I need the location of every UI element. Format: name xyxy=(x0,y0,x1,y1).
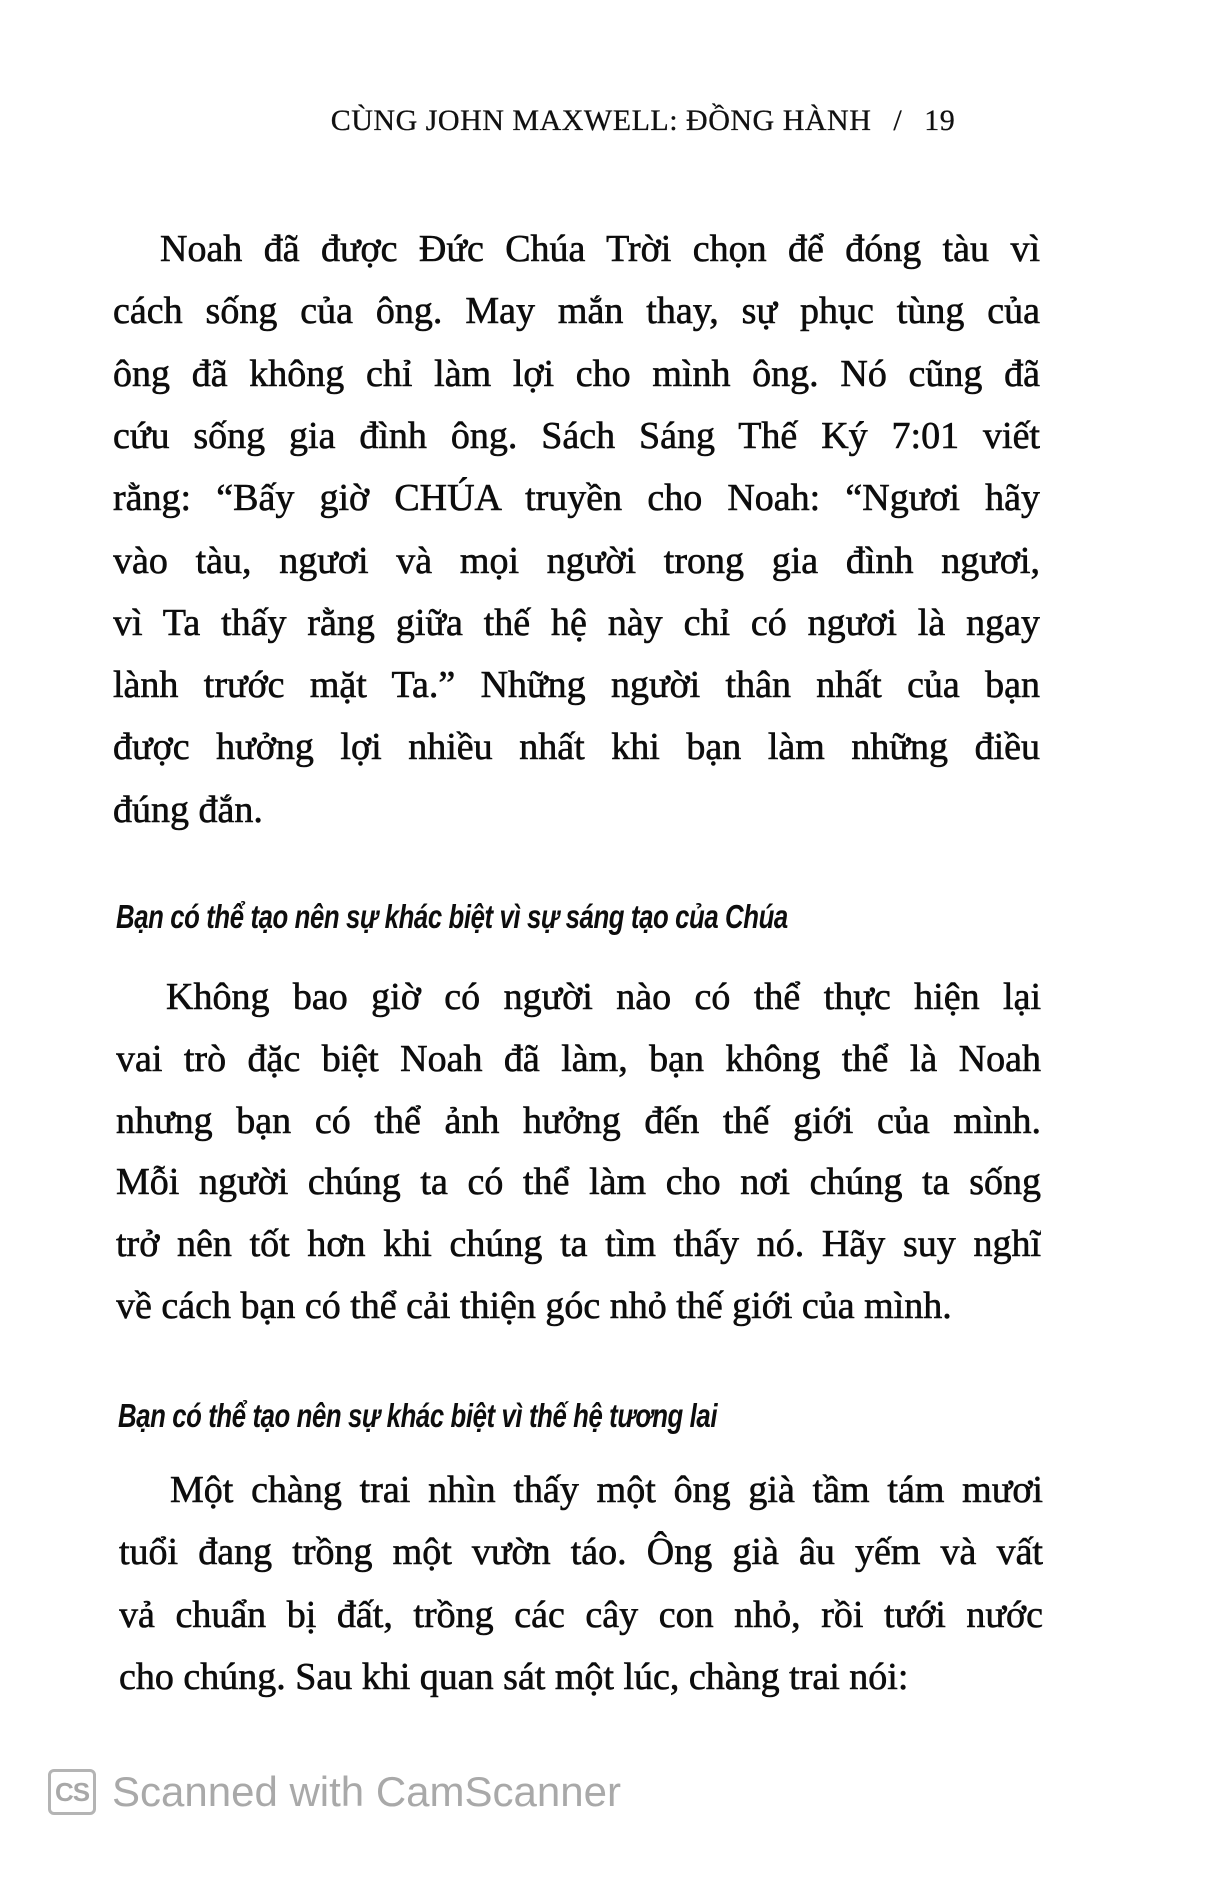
paragraph-line: Noah đã được Đức Chúa Trời chọn để đóng tàu vì xyxy=(160,228,1040,270)
paragraph-line: nhưng bạn có thể ảnh hưởng đến thế giới của mình. xyxy=(116,1100,1041,1142)
paragraph-line: đúng đắn. xyxy=(113,789,263,831)
paragraph-line: Mỗi người chúng ta có thể làm cho nơi chúng ta sống xyxy=(116,1161,1041,1203)
paragraph-line: về cách bạn có thể cải thiện góc nhỏ thế giới của mình. xyxy=(116,1285,952,1327)
paragraph-line: được hưởng lợi nhiều nhất khi bạn làm những điều xyxy=(113,726,1040,768)
paragraph-line: Không bao giờ có người nào có thể thực hiện lại xyxy=(166,976,1041,1018)
camscanner-watermark xyxy=(48,1768,621,1816)
subheading-creation: Bạn có thể tạo nên sự khác biệt vì sự sáng tạo của Chúa xyxy=(116,898,788,935)
paragraph-line: vào tàu, ngươi và mọi người trong gia đình ngươi, xyxy=(113,540,1040,582)
paragraph-line: cách sống của ông. May mắn thay, sự phục tùng của xyxy=(113,290,1040,332)
paragraph-line: vì Ta thấy rằng giữa thế hệ này chỉ có ngươi là ngay xyxy=(113,602,1040,644)
paragraph-line: tuổi đang trồng một vườn táo. Ông già âu yếm và vất xyxy=(119,1531,1043,1573)
running-header xyxy=(0,104,1216,138)
page-number: 19 xyxy=(924,104,956,137)
watermark-text: Scanned with CamScanner xyxy=(112,1768,621,1815)
paragraph-line: rằng: “Bấy giờ CHÚA truyền cho Noah: “Ngươi hãy xyxy=(113,477,1040,519)
paragraph-line: cứu sống gia đình ông. Sách Sáng Thế Ký 7:01 viết xyxy=(113,415,1040,457)
paragraph-line: Một chàng trai nhìn thấy một ông già tầm tám mươi xyxy=(170,1469,1043,1511)
paragraph-line: ông đã không chỉ làm lợi cho mình ông. Nó cũng đã xyxy=(113,353,1040,395)
subheading-future-generation: Bạn có thể tạo nên sự khác biệt vì thế hệ tương lai xyxy=(118,1397,718,1434)
paragraph-line: cho chúng. Sau khi quan sát một lúc, chàng trai nói: xyxy=(119,1656,909,1698)
header-separator: / xyxy=(893,104,903,137)
paragraph-line: vả chuẩn bị đất, trồng các cây con nhỏ, rồi tưới nước xyxy=(119,1594,1043,1636)
paragraph-line: vai trò đặc biệt Noah đã làm, bạn không thể là Noah xyxy=(116,1038,1041,1080)
header-title: CÙNG JOHN MAXWELL: ĐỒNG HÀNH xyxy=(330,104,872,137)
camscanner-logo-icon: CS xyxy=(48,1769,96,1815)
paragraph-line: trở nên tốt hơn khi chúng ta tìm thấy nó. Hãy suy nghĩ xyxy=(116,1223,1041,1265)
paragraph-line: lành trước mặt Ta.” Những người thân nhất của bạn xyxy=(113,664,1040,706)
